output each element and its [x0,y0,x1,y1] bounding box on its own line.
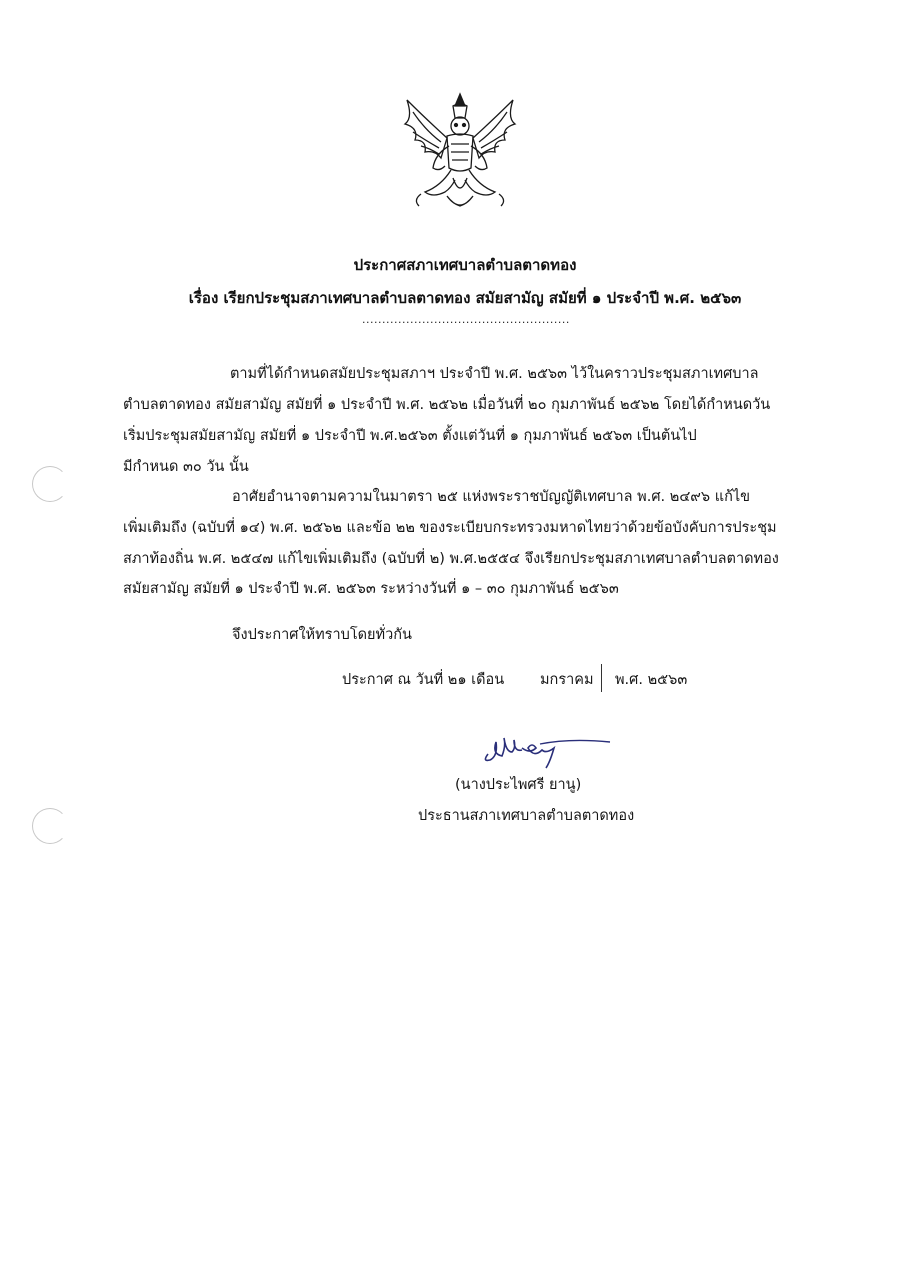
signatory-name: (นางประไพศรี ยานู) [455,777,582,793]
garuda-emblem [395,88,525,218]
signatory-position: ประธานสภาเทศบาลตำบลตาดทอง [418,808,635,824]
paragraph-1-line: ตามที่ได้กำหนดสมัยประชุมสภาฯ ประจำปี พ.ศ. ๒๕๖๓ ไว้ในคราวประชุมสภาเทศบาล [230,366,759,382]
signature [470,718,620,773]
paragraph-2-line: เพิ่มเติมถึง (ฉบับที่ ๑๔) พ.ศ. ๒๕๖๒ และข้อ ๒๒ ของระเบียบกระทรวงมหาดไทยว่าด้วยข้อบังคับการประชุม [123,520,777,536]
punch-hole [32,808,68,844]
paragraph-2-line: สภาท้องถิ่น พ.ศ. ๒๕๔๗ แก้ไขเพิ่มเติมถึง (ฉบับที่ ๒) พ.ศ.๒๕๕๔ จึงเรียกประชุมสภาเทศบาลตำบลตาดทอง [123,551,779,567]
announcement-title: ประกาศสภาเทศบาลตำบลตาดทอง [353,256,577,274]
closing-statement: จึงประกาศให้ทราบโดยทั่วกัน [232,627,412,643]
dateline-month: มกราคม [540,672,594,688]
paragraph-2-line: สมัยสามัญ สมัยที่ ๑ ประจำปี พ.ศ. ๒๕๖๓ ระหว่างวันที่ ๑ – ๓๐ กุมภาพันธ์ ๒๕๖๓ [123,581,619,597]
paragraph-1-line: เริ่มประชุมสมัยสามัญ สมัยที่ ๑ ประจำปี พ.ศ.๒๕๖๓ ตั้งแต่วันที่ ๑ กุมภาพันธ์ ๒๕๖๓ เป็นต้นไป [123,428,697,444]
paragraph-1-line: มีกำหนด ๓๐ วัน นั้น [123,459,249,475]
dotted-rule: .................................................... [362,313,570,326]
punch-hole [32,466,68,502]
dateline-year: พ.ศ. ๒๕๖๓ [615,672,688,688]
paragraph-2-line: อาศัยอำนาจตามความในมาตรา ๒๕ แห่งพระราชบัญญัติเทศบาล พ.ศ. ๒๔๙๖ แก้ไข [232,489,751,505]
announcement-subject: เรื่อง เรียกประชุมสภาเทศบาลตำบลตาดทอง สมัยสามัญ สมัยที่ ๑ ประจำปี พ.ศ. ๒๕๖๓ [188,289,742,307]
paragraph-1-line: ตำบลตาดทอง สมัยสามัญ สมัยที่ ๑ ประจำปี พ.ศ. ๒๕๖๒ เมื่อวันที่ ๒๐ กุมภาพันธ์ ๒๕๖๒ โดยได้กำหนดวัน [123,397,771,413]
dateline-prefix: ประกาศ ณ วันที่ ๒๑ เดือน [342,672,505,688]
dateline-divider [601,664,602,692]
